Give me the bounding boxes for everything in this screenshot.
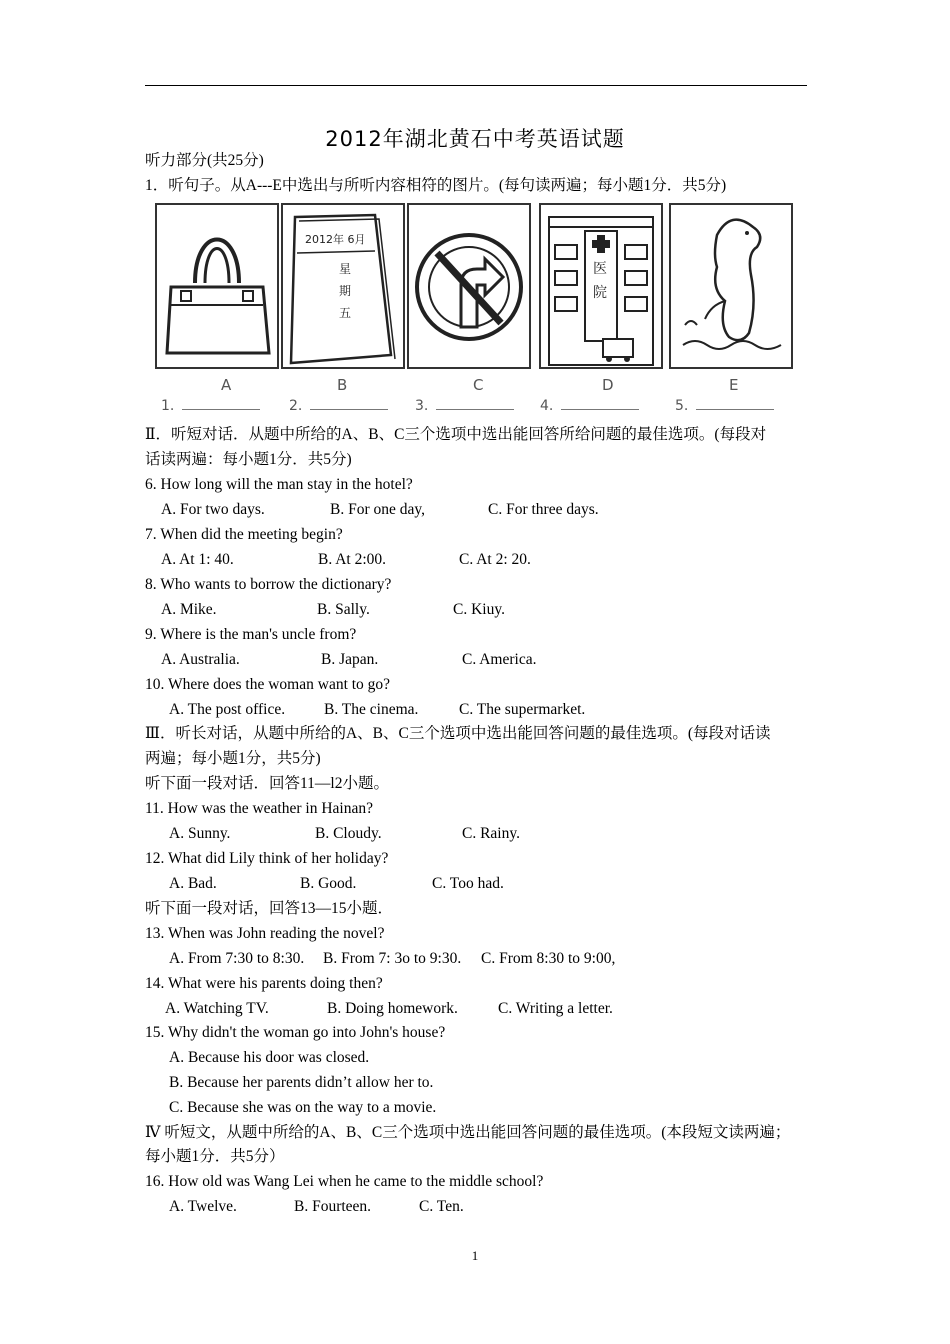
picture-d <box>539 203 663 369</box>
section3-instruction: Ⅲ．听长对话，从题中所给的A、B、C三个选项中选出能回答问题的最佳选项。(每段对话读 <box>145 725 771 742</box>
question-9: 9. Where is the man's uncle from? <box>145 626 357 643</box>
section3-sub-instruction: 听下面一段对话，回答13—15小题． <box>145 900 394 917</box>
question-16: 16. How old was Wang Lei when he came to the middle school? <box>145 1173 544 1190</box>
svg-text:星: 星 <box>339 262 352 276</box>
option-b[interactable]: B. At 2:00. <box>318 551 387 568</box>
option-b[interactable]: B. Fourteen. <box>294 1198 372 1215</box>
page-number: 1 <box>471 1248 479 1263</box>
picture-row <box>155 200 800 425</box>
section3-instruction: 两遍；每小题1分，共5分) <box>145 750 321 767</box>
answer-blank[interactable]: 3. <box>415 398 514 414</box>
page-title: 2012年湖北黄石中考英语试题 <box>325 127 625 151</box>
answer-blank[interactable]: 1. <box>161 398 260 414</box>
option-c[interactable]: C. Rainy. <box>462 825 520 842</box>
question-11: 11. How was the weather in Hainan? <box>145 800 373 817</box>
picture-letter: D <box>602 376 614 394</box>
picture-e <box>669 203 793 369</box>
section2-instruction: 话读两遍：每小题1分．共5分) <box>145 451 352 468</box>
option-a[interactable]: A. From 7:30 to 8:30. <box>169 950 305 967</box>
option-b[interactable]: B. Good. <box>300 875 357 892</box>
option-b[interactable]: B. The cinema. <box>324 701 419 718</box>
svg-text:期: 期 <box>339 284 352 298</box>
picture-letter: A <box>221 376 232 394</box>
picture-letter: C <box>473 376 484 394</box>
answer-blank[interactable]: 4. <box>540 398 639 414</box>
option-a[interactable]: A. Mike. <box>161 601 217 618</box>
option-b[interactable]: B. Because her parents didn’t allow her to. <box>169 1074 434 1091</box>
option-b[interactable]: B. Doing homework. <box>327 1000 458 1017</box>
option-c[interactable]: C. From 8:30 to 9:00, <box>481 950 616 967</box>
option-c[interactable]: C. Kiuy. <box>453 601 505 618</box>
answer-blank[interactable]: 5. <box>675 398 774 414</box>
header-rule <box>145 85 807 86</box>
option-c[interactable]: C. Ten. <box>419 1198 464 1215</box>
option-a[interactable]: A. Watching TV. <box>165 1000 269 1017</box>
option-c[interactable]: C. Writing a letter. <box>498 1000 613 1017</box>
question-14: 14. What were his parents doing then? <box>145 975 383 992</box>
question-13: 13. When was John reading the novel? <box>145 925 385 942</box>
listening-header: 听力部分(共25分) <box>145 152 264 169</box>
section3-sub-instruction: 听下面一段对话．回答11—l2小题。 <box>145 775 389 792</box>
svg-text:医: 医 <box>593 261 607 277</box>
answer-blank[interactable]: 2. <box>289 398 388 414</box>
question-15: 15. Why didn't the woman go into John's house? <box>145 1024 446 1041</box>
question-8: 8. Who wants to borrow the dictionary? <box>145 576 392 593</box>
hospital-icon <box>541 205 661 367</box>
calendar-icon <box>283 205 403 367</box>
picture-c <box>407 203 531 369</box>
option-c[interactable]: C. Because she was on the way to a movie. <box>169 1099 437 1116</box>
option-a[interactable]: A. Sunny. <box>169 825 231 842</box>
handbag-icon <box>157 205 277 367</box>
section4-instruction: Ⅳ 听短文，从题中所给的A、B、C三个选项中选出能回答问题的最佳选项。(本段短文读两遍； <box>145 1124 791 1141</box>
option-a[interactable]: A. Australia. <box>161 651 240 668</box>
option-b[interactable]: B. For one day, <box>330 501 425 518</box>
svg-text:院: 院 <box>593 285 607 301</box>
no-right-turn-sign-icon <box>409 205 529 367</box>
option-c[interactable]: C. At 2: 20. <box>459 551 531 568</box>
option-c[interactable]: C. For three days. <box>488 501 599 518</box>
svg-text:五: 五 <box>339 306 352 320</box>
option-a[interactable]: A. The post office. <box>169 701 286 718</box>
picture-letter: B <box>337 376 348 394</box>
question-12: 12. What did Lily think of her holiday? <box>145 850 389 867</box>
picture-b <box>281 203 405 369</box>
option-a[interactable]: A. Because his door was closed. <box>169 1049 370 1066</box>
option-a[interactable]: A. Twelve. <box>169 1198 237 1215</box>
option-a[interactable]: A. Bad. <box>169 875 217 892</box>
option-b[interactable]: B. Cloudy. <box>315 825 382 842</box>
question-10: 10. Where does the woman want to go? <box>145 676 391 693</box>
option-b[interactable]: B. Sally. <box>317 601 370 618</box>
option-c[interactable]: C. America. <box>462 651 537 668</box>
option-b[interactable]: B. Japan. <box>321 651 379 668</box>
dolphin-icon <box>671 205 791 367</box>
option-b[interactable]: B. From 7: 3o to 9:30. <box>323 950 462 967</box>
picture-letter: E <box>729 376 739 394</box>
question-6: 6. How long will the man stay in the hotel? <box>145 476 413 493</box>
option-a[interactable]: A. For two days. <box>161 501 265 518</box>
section1-instruction: 1．听句子。从A---E中选出与所听内容相符的图片。(每句读两遍；每小题1分．共5分) <box>145 177 727 194</box>
option-c[interactable]: C. The supermarket. <box>459 701 586 718</box>
picture-a <box>155 203 279 369</box>
section2-instruction: Ⅱ．听短对话．从题中所给的A、B、C三个选项中选出能回答所给问题的最佳选项。(每段对 <box>145 426 767 443</box>
option-c[interactable]: C. Too had. <box>432 875 504 892</box>
question-7: 7. When did the meeting begin? <box>145 526 343 543</box>
section4-instruction: 每小题1分．共5分） <box>145 1148 285 1165</box>
calendar-month-text: 2012年 6月 <box>305 233 366 246</box>
option-a[interactable]: A. At 1: 40. <box>161 551 234 568</box>
